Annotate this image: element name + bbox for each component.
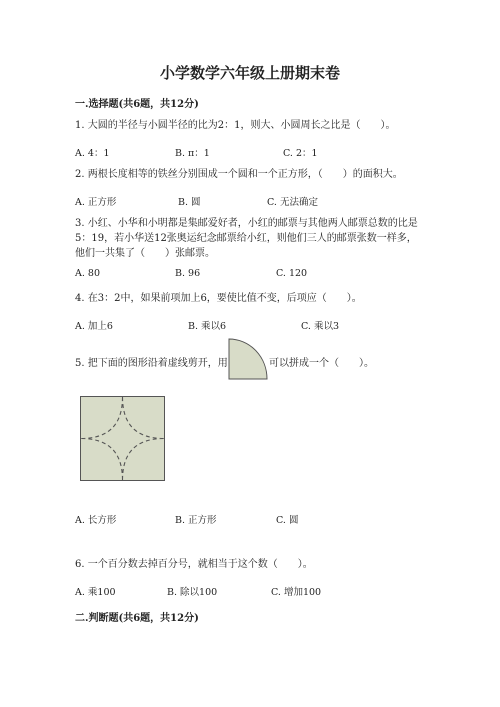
- q5-option-c: C. 圆: [276, 515, 299, 526]
- q1-option-c: C. 2：1: [283, 148, 318, 159]
- section-heading-choice: 一.选择题(共6题，共12分): [75, 99, 199, 110]
- q5-option-b: B. 正方形: [175, 515, 217, 526]
- dashed-square-figure: [80, 396, 166, 482]
- q6-option-b: B. 除以100: [167, 587, 218, 598]
- q3-option-c: C. 120: [276, 268, 308, 279]
- question-5-part-2: 可以拼成一个（ ）。: [269, 358, 374, 369]
- question-3-line-3: 他们一共集了（ ）张邮票。: [75, 248, 215, 259]
- q3-option-b: B. 96: [175, 268, 201, 279]
- question-1: 1. 大圆的半径与小圆半径的比为2：1，则大、小圆周长之比是（ ）。: [75, 120, 396, 131]
- q5-option-a: A. 长方形: [75, 515, 117, 526]
- q2-option-b: B. 圆: [178, 197, 201, 208]
- q2-option-c: C. 无法确定: [267, 197, 318, 208]
- question-5-part-1: 5. 把下面的图形沿着虚线剪开，用: [75, 358, 228, 369]
- page-title: 小学数学六年级上册期末卷: [159, 64, 340, 82]
- question-3-line-1: 3. 小红、小华和小明都是集邮爱好者，小红的邮票与其他两人邮票总数的比是: [75, 218, 418, 229]
- q6-option-c: C. 增加100: [271, 587, 322, 598]
- question-3-line-2: 5：19，若小华送12张奥运纪念邮票给小红，则他们三人的邮票张数一样多，: [75, 233, 417, 244]
- q4-option-b: B. 乘以6: [188, 321, 227, 332]
- question-4: 4. 在3：2中，如果前项加上6，要使比值不变，后项应（ ）。: [75, 293, 362, 304]
- q1-option-a: A. 4：1: [75, 148, 110, 159]
- section-heading-judgement: 二.判断题(共6题，共12分): [75, 613, 199, 624]
- question-6: 6. 一个百分数去掉百分号，就相当于这个数（ ）。: [75, 559, 313, 570]
- q4-option-a: A. 加上6: [75, 321, 113, 332]
- q4-option-c: C. 乘以3: [301, 321, 340, 332]
- question-2: 2. 两根长度相等的铁丝分别围成一个圆和一个正方形，（ ）的面积大。: [75, 169, 403, 180]
- q2-option-a: A. 正方形: [75, 197, 117, 208]
- q3-option-a: A. 80: [75, 268, 100, 279]
- quarter-circle-figure: [228, 338, 268, 380]
- q6-option-a: A. 乘100: [75, 587, 116, 598]
- q1-option-b: B. π：1: [175, 148, 210, 159]
